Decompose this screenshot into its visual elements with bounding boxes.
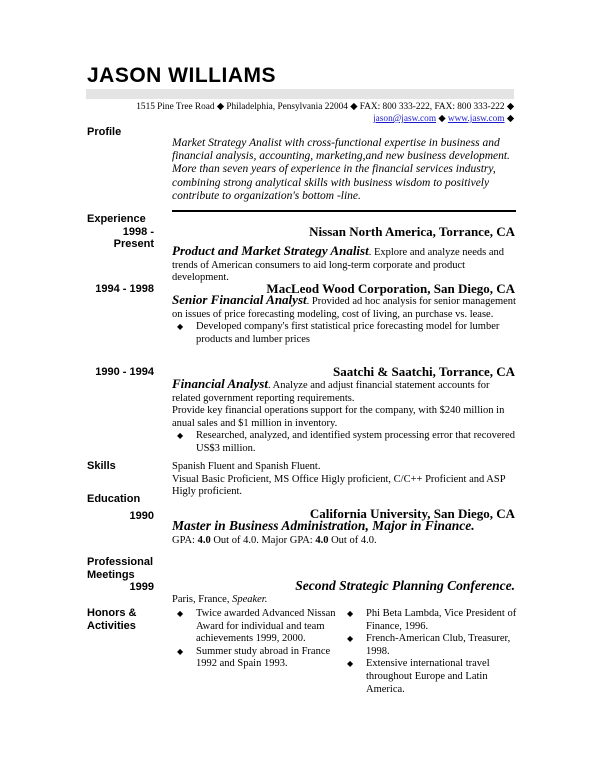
job-block-3 — [172, 378, 517, 456]
contact-separator: ◆ — [438, 114, 446, 124]
job-company-3: Saatchi & Saatchi, Torrance, CA — [333, 364, 515, 379]
job-company-1: Nissan North America, Torrance, CA — [309, 224, 515, 239]
honors-right-item-2: ◆ French-American Club, Treasurer, 1998. — [342, 633, 517, 658]
candidate-name: JASON WILLIAMS — [87, 64, 276, 87]
job-date-1-start: 1998 - — [122, 226, 154, 238]
contact-address: 1515 Pine Tree Road ◆ Philadelphia, Pensylvania 22004 ◆ FAX: 800 333-222, FAX: 800 333-222 ◆ — [136, 102, 514, 112]
honors-right-list — [342, 608, 517, 696]
meeting-date: 1999 — [129, 581, 154, 593]
section-label-profile: Profile — [87, 126, 122, 138]
skills-line-1: Spanish Fluent and Spanish Fluent. — [172, 461, 321, 472]
contact-links — [373, 113, 514, 126]
job-role-3: Financial Analyst — [172, 376, 268, 391]
website-link[interactable]: www.jasw.com — [447, 114, 505, 124]
job-block-2 — [172, 294, 517, 346]
education-block: Master in Business Administration, Major in Finance. GPA: 4.0 Out of 4.0. Major GPA: 4.0 Out of 4.0. — [172, 520, 517, 547]
meeting-role: Speaker. — [232, 594, 268, 605]
education-degree: Master in Business Administration, Major in Finance — [172, 518, 472, 533]
email-link[interactable]: jason@jasw.com — [373, 114, 437, 124]
job-block-1 — [172, 245, 517, 285]
job-desc-3b: Provide key financial operations support for the company, with $240 million in anual sales and $1 million in inventory. — [172, 405, 505, 429]
honors-right-item-3: ◆ Extensive international travel throughout Europe and Latin America. — [342, 658, 517, 696]
contact-end: ◆ — [506, 114, 514, 124]
honors-right-item-1: ◆ Phi Beta Lambda, Vice President of Finance, 1996. — [342, 608, 517, 633]
job-desc-2: . Provided ad hoc analysis for senior management on issues of price forecasting modeling, cost of living, an purchase vs. lease. — [172, 296, 516, 320]
education-gpa: GPA: 4.0 Out of 4.0. Major GPA: 4.0 Out of 4.0. — [172, 534, 377, 546]
job-date-2: 1994 - 1998 — [95, 283, 154, 295]
job-desc-1: . Explore and analyze needs and trends of American consumers to aid long-term corporate and product development. — [172, 247, 504, 284]
job-date-1-end: Present — [113, 238, 154, 250]
job-role-2: Senior Financial Analyst — [172, 292, 307, 307]
section-label-skills: Skills — [87, 460, 116, 472]
profile-text: Market Strategy Analist with cross-functional expertise in business and financial analysis, accounting, marketing,and new business development. More than seven years of experience in the financial services industry, combining strong analytical skills with business wisdom to positively contribute to organization's bottom -line. — [172, 137, 510, 202]
header-rule — [86, 89, 514, 99]
section-label-meetings-1: Professional — [87, 556, 154, 568]
honors-left-item-2: ◆ Summer study abroad in France 1992 and Spain 1993. — [172, 646, 337, 671]
skills-text — [172, 461, 517, 499]
meeting-title: Second Strategic Planning Conference. — [295, 578, 515, 593]
section-label-honors-2: Activities — [87, 620, 136, 632]
section-label-honors-1: Honors & — [87, 607, 137, 619]
honors-left-list — [172, 608, 337, 671]
honors-left-item-1: ◆ Twice awarded Advanced Nissan Award for individual and team achievements 1999, 2000. — [172, 608, 337, 646]
education-school: California University, San Diego, CA — [309, 506, 515, 521]
section-label-experience: Experience — [87, 213, 146, 225]
profile-divider — [172, 210, 516, 212]
section-label-meetings-2: Meetings — [87, 569, 135, 581]
job-date-3: 1990 - 1994 — [95, 366, 154, 378]
job-bullet-3: ◆ Researched, analyzed, and identified system processing error that recovered US$3 million. — [172, 430, 517, 455]
meeting-place: Paris, France, Speaker. — [172, 594, 268, 605]
section-label-education: Education — [87, 493, 141, 505]
job-bullet-2: ◆ Developed company's first statistical price forecasting model for lumber products and lumber prices — [172, 321, 517, 346]
skills-line-2: Visual Basic Proficient, MS Office Higly proficient, C/C++ Proficient and ASP Higly proficient. — [172, 473, 506, 498]
education-date: 1990 — [129, 510, 154, 522]
job-desc-3: . Analyze and adjust financial statement accounts for related government reporting requirements. — [172, 380, 490, 404]
job-role-1: Product and Market Strategy Analist — [172, 243, 369, 258]
job-company-2: MacLeod Wood Corporation, San Diego, CA — [266, 281, 515, 296]
